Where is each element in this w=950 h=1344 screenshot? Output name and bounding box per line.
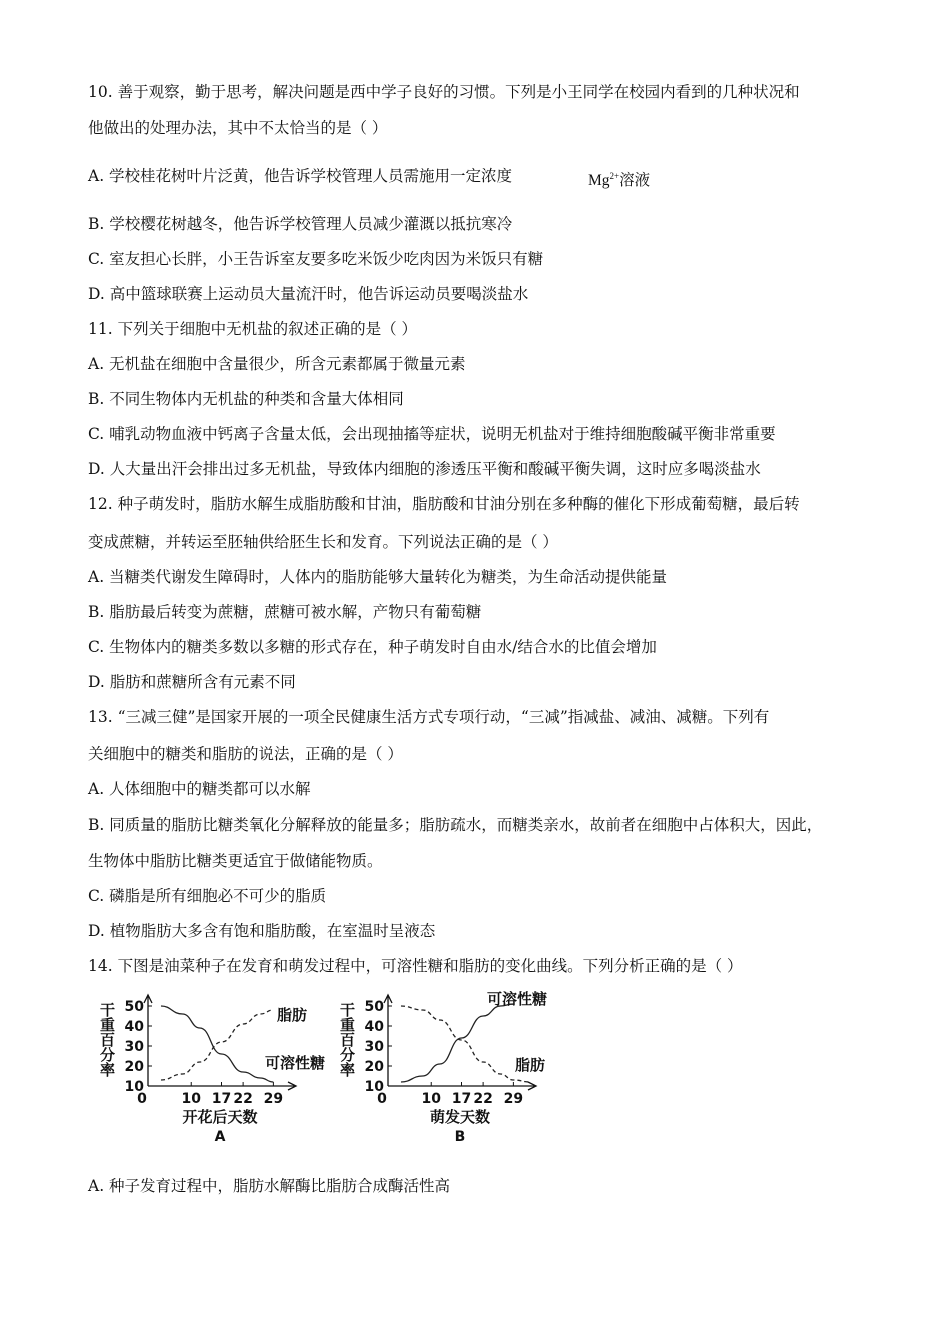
q12-option-b: B. 脂肪最后转变为蔗糖，蔗糖可被水解，产物只有葡萄糖 [88,603,482,621]
q14-figure [95,990,595,1150]
y-tick-label: 50 [364,999,384,1015]
series-line-fat [161,1010,273,1080]
q11-stem: 11. 下列关于细胞中无机盐的叙述正确的是（ ） [88,320,418,338]
series-label: 脂肪 [515,1056,546,1074]
panel-label: B [454,1129,466,1145]
q10-option-a: A. 学校桂花树叶片泛黄，他告诉学校管理人员需施用一定浓度 [88,167,513,185]
q13-option-b-line1: B. 同质量的脂肪比糖类氧化分解释放的能量多；脂肪疏水，而糖类亲水，故前者在细胞中占体积大，因此， [88,816,823,834]
panel-label: A [214,1129,226,1145]
q13-stem-line2: 关细胞中的糖类和脂肪的说法，正确的是（ ） [88,745,403,763]
x-axis-label: 萌发天数 [429,1108,491,1126]
q12-option-c: C. 生物体内的糖类多数以多糖的形式存在，种子萌发时自由水/结合水的比值会增加 [88,638,657,656]
q12-stem-line1: 12. 种子萌发时，脂肪水解生成脂肪酸和甘油，脂肪酸和甘油分别在多种酶的催化下形成葡萄糖，最后转 [88,495,800,513]
x-tick-label: 29 [263,1091,284,1107]
x-tick-label: 22 [233,1091,253,1107]
q12-option-a: A. 当糖类代谢发生障碍时，人体内的脂肪能够大量转化为糖类，为生命活动提供能量 [88,568,668,586]
q14-stem: 14. 下图是油菜种子在发育和萌发过程中，可溶性糖和脂肪的变化曲线。下列分析正确的是（ ） [88,957,743,975]
q10-option-c: C. 室友担心长胖，小王告诉室友要多吃米饭少吃肉因为米饭只有糖 [88,250,544,268]
q12-stem-line2: 变成蔗糖，并转运至胚轴供给胚生长和发育。下列说法正确的是（ ） [88,533,558,551]
q11-option-d: D. 人大量出汗会排出过多无机盐，导致体内细胞的渗透压平衡和酸碱平衡失调，这时应多喝淡盐水 [88,460,761,478]
q13-option-b-line2: 生物体中脂肪比糖类更适宜于做储能物质。 [88,852,383,870]
chart-panel-b [338,990,547,1145]
x-tick-label: 17 [451,1091,472,1107]
q11-option-a: A. 无机盐在细胞中含量很少，所含元素都属于微量元素 [88,355,466,373]
y-tick-label: 30 [364,1039,384,1055]
series-label: 脂肪 [277,1006,308,1024]
y-axis-label: 干重百分率 [338,1002,356,1077]
q13-option-d: D. 植物脂肪大多含有饱和脂肪酸，在室温时呈液态 [88,922,436,940]
q14-option-a: A. 种子发育过程中，脂肪水解酶比脂肪合成酶活性高 [88,1177,451,1195]
q10-option-d: D. 高中篮球联赛上运动员大量流汗时，他告诉运动员要喝淡盐水 [88,285,529,303]
q10-option-a-tail: 溶液 [619,171,651,189]
x-tick-label: 22 [473,1091,493,1107]
x-axis-label: 开花后天数 [182,1108,258,1126]
q11-option-c: C. 哺乳动物血液中钙离子含量太低，会出现抽搐等症状，说明无机盐对于维持细胞酸碱平衡非常重要 [88,425,776,443]
y-tick-label: 40 [124,1019,144,1035]
x-tick-label: 17 [211,1091,232,1107]
q12-option-d: D. 脂肪和蔗糖所含有元素不同 [88,673,296,691]
y-tick-label: 50 [124,999,144,1015]
q13-option-a: A. 人体细胞中的糖类都可以水解 [88,780,311,798]
q13-option-c: C. 磷脂是所有细胞必不可少的脂质 [88,887,327,905]
q10-option-b: B. 学校樱花树越冬，他告诉学校管理人员减少灌溉以抵抗寒冷 [88,215,513,233]
q10-stem-line2: 他做出的处理办法，其中不太恰当的是（ ） [88,119,388,137]
x-tick-label: 29 [503,1091,524,1107]
x-tick-label: 0 [377,1091,387,1107]
q11-option-b: B. 不同生物体内无机盐的种类和含量大体相同 [88,390,404,408]
series-label: 可溶性糖 [487,990,548,1008]
series-line-soluble-sugar [401,1004,513,1082]
y-tick-label: 30 [124,1039,144,1055]
mg-symbol: Mg [588,172,610,189]
y-tick-label: 10 [364,1079,384,1095]
q13-stem-line1: 13. “三减三健”是国家开展的一项全民健康生活方式专项行动，“三减”指减盐、减油、减糖。下列有 [88,708,770,726]
chart-panel-a [98,995,325,1145]
y-tick-label: 10 [124,1079,144,1095]
x-tick-label: 0 [137,1091,147,1107]
series-line-fat [401,1006,531,1082]
series-label: 可溶性糖 [265,1054,326,1072]
q10-option-a-ion [588,166,650,191]
y-tick-label: 20 [364,1059,384,1075]
x-tick-label: 10 [421,1091,441,1107]
q10-stem-line1: 10. 善于观察，勤于思考，解决问题是西中学子良好的习惯。下列是小王同学在校园内看到的几种状况和 [88,83,800,101]
x-tick-label: 10 [181,1091,201,1107]
y-tick-label: 20 [124,1059,144,1075]
mg-charge: 2+ [609,171,620,181]
y-axis-label: 干重百分率 [98,1002,116,1077]
y-tick-label: 40 [364,1019,384,1035]
